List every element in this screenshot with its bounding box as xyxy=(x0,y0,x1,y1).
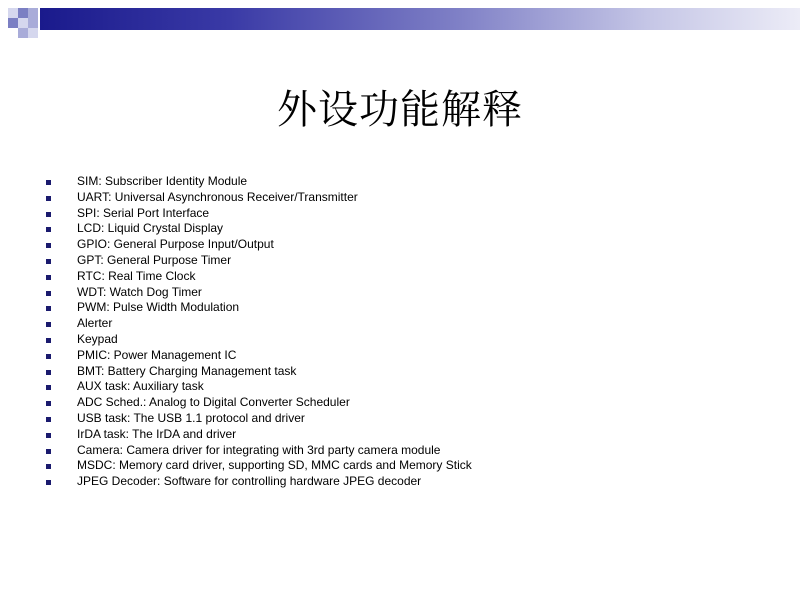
square-bullet-icon xyxy=(46,385,51,390)
square-bullet-icon xyxy=(46,401,51,406)
list-item-text: SPI: Serial Port Interface xyxy=(77,205,210,220)
square-bullet-icon xyxy=(46,433,51,438)
square-bullet-icon xyxy=(46,370,51,375)
list-item-text: WDT: Watch Dog Timer xyxy=(77,284,202,299)
square-bullet-icon xyxy=(46,227,51,232)
list-item-text: JPEG Decoder: Software for controlling hardware JPEG decoder xyxy=(77,474,422,489)
corner-square-decoration xyxy=(28,28,38,38)
list-item-text: Camera: Camera driver for integrating with 3rd party camera module xyxy=(77,442,441,457)
list-item-text: BMT: Battery Charging Management task xyxy=(77,363,297,378)
square-bullet-icon xyxy=(46,291,51,296)
list-item-text: SIM: Subscriber Identity Module xyxy=(77,174,248,188)
corner-square-decoration xyxy=(18,8,28,18)
list-item-text: Alerter xyxy=(77,316,113,331)
square-bullet-icon xyxy=(46,449,51,454)
square-bullet-icon xyxy=(46,322,51,327)
slide-title: 外设功能解释 xyxy=(277,87,523,133)
square-bullet-icon xyxy=(46,180,51,185)
list-item-text: Keypad xyxy=(77,331,118,346)
square-bullet-icon xyxy=(46,259,51,264)
list-item-text: UART: Universal Asynchronous Receiver/Transmitter xyxy=(77,189,358,204)
list-item-text: USB task: The USB 1.1 protocol and driver xyxy=(77,410,305,425)
list-item-text: ADC Sched.: Analog to Digital Converter Scheduler xyxy=(77,395,350,410)
list-item-text: GPT: General Purpose Timer xyxy=(77,252,232,267)
square-bullet-icon xyxy=(46,464,51,469)
square-bullet-icon xyxy=(46,243,51,248)
square-bullet-icon xyxy=(46,306,51,311)
square-bullet-icon xyxy=(46,338,51,343)
square-bullet-icon xyxy=(46,480,51,485)
list-item-text: PWM: Pulse Width Modulation xyxy=(77,300,240,315)
list-item-text: IrDA task: The IrDA and driver xyxy=(77,426,237,441)
list-item-text: GPIO: General Purpose Input/Output xyxy=(77,237,274,252)
corner-square-decoration xyxy=(8,18,18,28)
corner-square-decoration xyxy=(18,18,28,28)
square-bullet-icon xyxy=(46,354,51,359)
square-bullet-icon xyxy=(46,417,51,422)
list-item-text: LCD: Liquid Crystal Display xyxy=(77,221,224,236)
list-item-text: AUX task: Auxiliary task xyxy=(77,379,204,394)
square-bullet-icon xyxy=(46,196,51,201)
list-item-text: RTC: Real Time Clock xyxy=(77,268,196,283)
corner-square-decoration xyxy=(28,18,38,28)
list-item-text: MSDC: Memory card driver, supporting SD, MMC cards and Memory Stick xyxy=(77,458,472,473)
square-bullet-icon xyxy=(46,275,51,280)
corner-square-decoration xyxy=(8,8,18,18)
corner-square-decoration xyxy=(28,8,38,18)
list-item-text: PMIC: Power Management IC xyxy=(77,347,237,362)
corner-square-decoration xyxy=(18,28,28,38)
square-bullet-icon xyxy=(46,212,51,217)
header-gradient-band xyxy=(40,8,800,30)
